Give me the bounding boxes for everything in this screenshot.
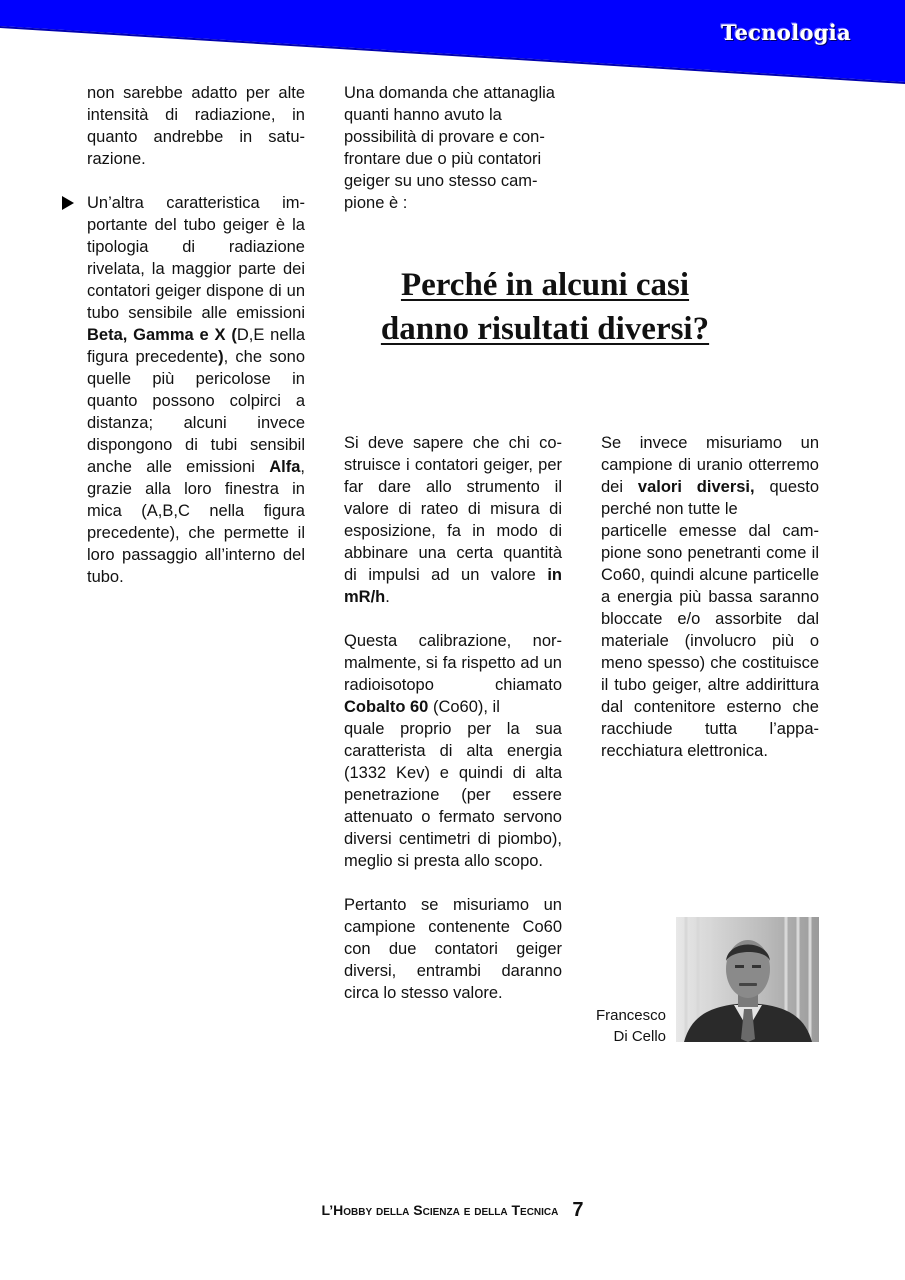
author-last-name: Di Cello	[613, 1028, 666, 1045]
section-title: Tecnologia	[721, 20, 851, 45]
page-footer	[0, 1199, 905, 1222]
intro-paragraph: Una domanda che attanaglia quanti hanno avuto la possibilità di provare e confrontare due o più contatori geiger su uno stesso campione è :	[344, 84, 555, 212]
article-headline	[330, 263, 760, 351]
left-column	[87, 82, 305, 588]
headline-line-2: danno risultati diversi?	[380, 311, 710, 347]
right-column	[601, 432, 819, 762]
middle-paragraph-1: Si deve sapere che chi costruisce i contatori geiger, per far dare allo strumento il valore di rateo di misura di esposizione, fa in modo di abbinare una certa quantità di impulsi ad un valore in mR/h.	[344, 434, 562, 606]
page-number: 7	[572, 1199, 584, 1221]
right-paragraph-1: Se invece misuriamo un campione di uranio otterremo dei valori diversi, questo perché non tutte le particelle emesse dal campione sono penetranti come il Co60, quindi alcune particelle a energia più bassa saranno bloccate e/o assorbite dal materiale (involucro più o meno spesso) che costituisce il tubo geiger, altre addirittura dal contenitore esterno che racchiude tutta l’apparecchiatura elettronica.	[601, 434, 820, 760]
left-paragraph-1: non sarebbe adatto per alte intensità di radiazione, in quanto andrebbe in saturazione.	[87, 84, 305, 168]
middle-intro	[344, 82, 562, 214]
author-first-name: Francesco	[595, 1007, 666, 1024]
author-photo	[676, 917, 819, 1042]
triangle-bullet-icon	[62, 196, 74, 210]
magazine-name: L’Hobby della Scienza e della Tecnica	[321, 1202, 559, 1218]
middle-column	[344, 432, 562, 1004]
left-paragraph-2: Un’altra caratteristica importante del tubo geiger è la tipologia di radiazione rivelata, la maggior parte dei contatori geiger dispone di un tubo sensibile alle emissioni Beta, Gamma e X (D,E nella figura precedente), che sono quelle più pericolose in quanto possono colpirci a distanza; alcuni invece dispongono di tubi sensibil anche alle emissioni Alfa, grazie alla loro finestra in mica (A,B,C nella figura precedente), che permette il loro passaggio all’interno del tubo.	[87, 192, 305, 588]
author-name	[560, 1005, 666, 1047]
header-banner	[0, 0, 905, 90]
middle-paragraph-2: Questa calibrazione, normalmente, si fa rispetto ad un radioisotopo chiamato Cobalto 60 (Co60), il quale proprio per la sua caratterista di alta energia (1332 Kev) e quindi di alta penetrazione (per essere attenuato o fermato servono diversi centimetri di piombo), meglio si presta allo scopo.	[344, 632, 562, 870]
middle-paragraph-3: Pertanto se misuriamo un campione contenente Co60 con due contatori geiger diversi, entrambi daranno circa lo stesso valore.	[344, 896, 562, 1002]
headline-line-1: Perché in alcuni casi	[400, 267, 690, 303]
